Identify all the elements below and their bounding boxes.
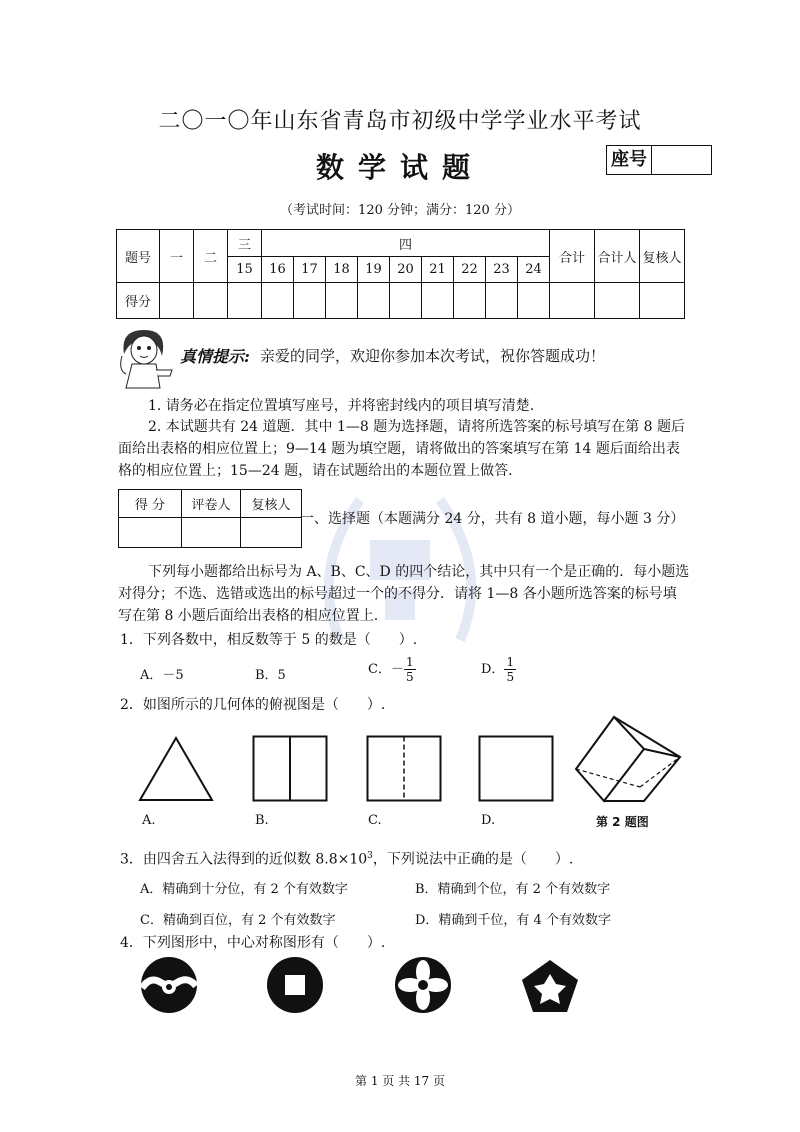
q2-option-a[interactable]: A. [142, 813, 156, 828]
grade-cell[interactable] [182, 518, 241, 548]
q1-option-d[interactable] [481, 655, 516, 684]
flower-circle-icon [394, 956, 452, 1014]
score-table [116, 229, 685, 319]
score-cell[interactable] [358, 283, 390, 319]
q1-option-a[interactable]: A．－5 [140, 668, 184, 683]
table-header-part3: 三 [228, 230, 262, 257]
q3-option-d[interactable]: D．精确到千位，有 4 个有效数字 [415, 913, 611, 928]
section1-intro-line1: 下列每小题都给出标号为 A、B、C、D 的四个结论，其中只有一个是正确的．每小题选 [148, 564, 690, 580]
q3-option-a[interactable]: A．精确到十分位，有 2 个有效数字 [140, 882, 348, 897]
grade-table [118, 489, 302, 548]
score-cell[interactable] [518, 283, 550, 319]
grade-label-grader: 评卷人 [182, 490, 241, 518]
tip-item-1: 1. 请务必在指定位置填写座号，并将密封线内的项目填写清楚. [148, 398, 535, 414]
section1-title: 一、选择题（本题满分 24 分，共有 8 道小题，每小题 3 分） [300, 511, 685, 527]
table-header-total-person: 合计人 [595, 230, 640, 283]
table-header-num: 16 [262, 257, 294, 283]
question-2-stem: 2．如图所示的几何体的俯视图是（ ）. [120, 697, 386, 713]
rectangle-figure-icon [478, 735, 554, 802]
q1-option-d-fraction: $\frac{1}{5}$ [506, 655, 515, 684]
score-cell[interactable] [228, 283, 262, 319]
q2-option-d[interactable]: D. [481, 813, 496, 828]
table-header-num: 22 [454, 257, 486, 283]
tip-item-2-line1: 2. 本试题共有 24 道题．其中 1—8 题为选择题，请将所选答案的标号填写在第 8 题后 [148, 419, 686, 435]
table-header-num: 19 [358, 257, 390, 283]
grade-cell[interactable] [241, 518, 302, 548]
score-cell[interactable] [194, 283, 228, 319]
tip-item-2-line3: 格的相应位置上；15—24 题，请在试题给出的本题位置上做答. [118, 463, 513, 479]
section1-intro-line3: 写在第 8 小题后面给出表格的相应位置上. [118, 608, 379, 624]
table-header-num: 23 [486, 257, 518, 283]
tip-title: 真情提示: [180, 347, 250, 366]
table-header-num: 20 [390, 257, 422, 283]
seat-input[interactable] [652, 146, 711, 174]
table-header-reviewer: 复核人 [640, 230, 685, 283]
q1-option-c[interactable] [368, 655, 416, 684]
seat-number-box[interactable] [606, 145, 712, 175]
grade-cell[interactable] [119, 518, 182, 548]
q1-option-d-prefix: D． [481, 662, 505, 677]
score-cell[interactable] [640, 283, 685, 319]
rect-split-dashed-icon [366, 735, 442, 802]
prism-figure-icon [574, 713, 682, 805]
tip-item-2-line2: 面给出表格的相应位置上；9—14 题为填空题，请将做出的答案填写在第 14 题后面给出表 [118, 441, 680, 457]
q1-option-c-fraction: $\frac{1}{5}$ [405, 655, 414, 684]
q2-option-c[interactable]: C. [368, 813, 382, 828]
yin-yang-wave-icon [140, 956, 198, 1014]
score-cell[interactable] [595, 283, 640, 319]
table-header-num: 18 [326, 257, 358, 283]
score-cell[interactable] [486, 283, 518, 319]
q1-option-c-prefix: C．－ [368, 662, 404, 677]
q3-option-c[interactable]: C．精确到百位，有 2 个有效数字 [140, 913, 336, 928]
score-cell[interactable] [326, 283, 358, 319]
score-cell[interactable] [294, 283, 326, 319]
q3-option-b[interactable]: B．精确到个位，有 2 个有效数字 [415, 882, 611, 897]
page-footer: 第 1 页 共 17 页 [355, 1074, 445, 1088]
q2-option-b[interactable]: B. [255, 813, 269, 828]
score-cell[interactable] [160, 283, 194, 319]
coin-square-icon [266, 956, 324, 1014]
score-cell[interactable] [422, 283, 454, 319]
score-row-label: 得分 [117, 283, 160, 319]
question-3-stem: 3．由四舍五入法得到的近似数 $8.8\times 10^3$，下列说法中正确的是（ ）. [120, 851, 574, 868]
table-header-num: 15 [228, 257, 262, 283]
tip-greeting: 亲爱的同学，欢迎你参加本次考试，祝你答题成功！ [260, 347, 606, 365]
table-header-part1: 一 [160, 230, 194, 283]
table-header-num: 21 [422, 257, 454, 283]
q2-figure-caption: 第 2 题图 [596, 815, 649, 829]
cartoon-girl-icon [116, 326, 174, 390]
table-header-question: 题号 [117, 230, 160, 283]
score-cell[interactable] [262, 283, 294, 319]
rect-split-solid-icon [252, 735, 328, 802]
score-cell[interactable] [390, 283, 422, 319]
exam-info: （考试时间：120 分钟；满分：120 分） [280, 203, 520, 218]
seat-label: 座号 [607, 146, 652, 174]
score-cell[interactable] [454, 283, 486, 319]
table-header-part2: 二 [194, 230, 228, 283]
exam-title: 二〇一〇年山东省青岛市初级中学学业水平考试 [158, 109, 642, 134]
score-cell[interactable] [550, 283, 595, 319]
triangle-figure-icon [138, 736, 214, 802]
question-4-stem: 4．下列图形中，中心对称图形有（ ）. [120, 935, 386, 951]
exam-subtitle: 数学试题 [315, 151, 484, 184]
table-header-num: 17 [294, 257, 326, 283]
table-header-num: 24 [518, 257, 550, 283]
section1-intro-line2: 对得分；不选、选错或选出的标号超过一个的不得分．请将 1—8 各小题所选答案的标号填 [118, 586, 677, 602]
question-1-stem: 1．下列各数中，相反数等于 5 的数是（ ）. [120, 632, 418, 648]
q1-option-b[interactable]: B．5 [255, 668, 286, 683]
pentagon-star-icon [520, 958, 580, 1014]
grade-label-score: 得 分 [119, 490, 182, 518]
table-header-total: 合计 [550, 230, 595, 283]
table-header-part4: 四 [262, 230, 550, 257]
grade-label-reviewer: 复核人 [241, 490, 302, 518]
